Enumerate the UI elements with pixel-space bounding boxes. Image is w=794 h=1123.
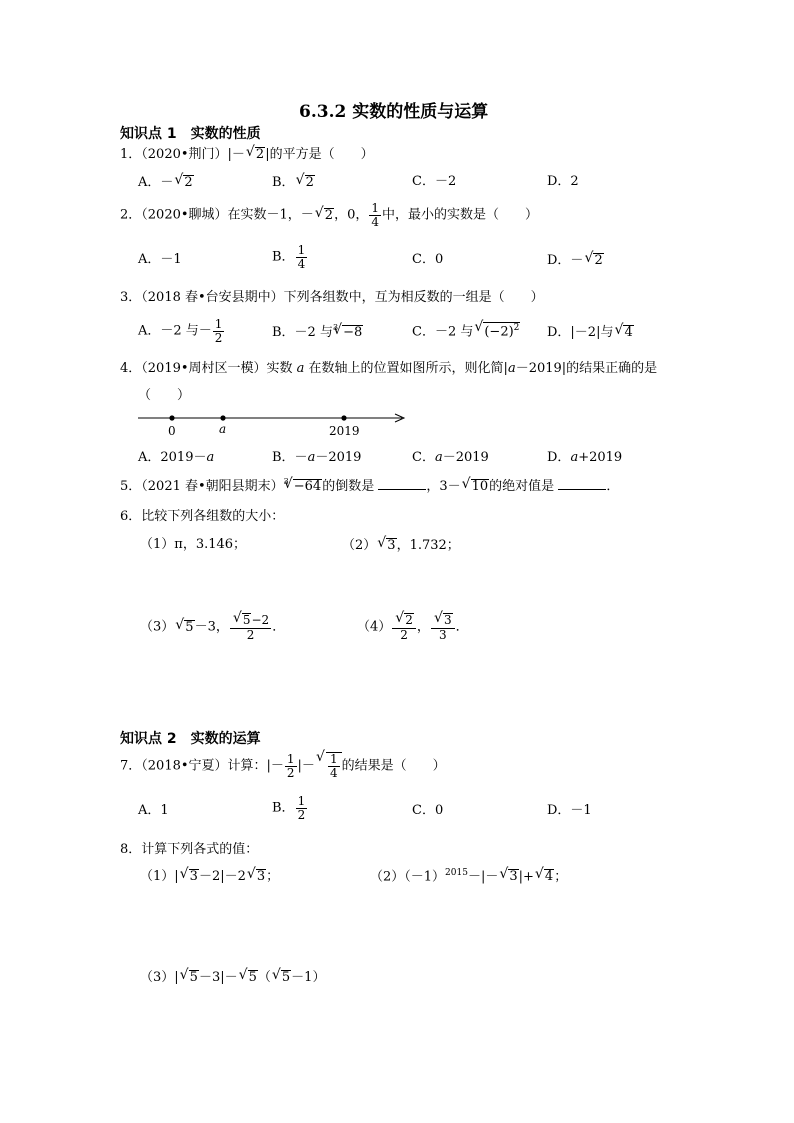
q2-option-b[interactable]: B． $\frac{1}{4}$ bbox=[272, 243, 306, 271]
q3-option-b[interactable]: B．－2 与$^3$√ −8 bbox=[272, 325, 363, 341]
point-zero bbox=[169, 415, 174, 420]
q8-part-2: $(2)(-1)^{2015}-|-√$ 3|+√ 4； bbox=[370, 869, 567, 885]
answer-blank-1[interactable] bbox=[378, 479, 426, 490]
question-2: 2．（2020•聊城）在实数－1，－√ 2，0， $\frac{1}{4}$ 中，最小的实数是（ ） bbox=[120, 202, 538, 228]
axis-label-2019: 2019 bbox=[329, 424, 360, 438]
q1-option-a[interactable]: A．－√ 2 bbox=[138, 175, 194, 191]
q1-option-b[interactable]: B．√ 2 bbox=[272, 175, 315, 191]
q7-option-a[interactable]: A．1 bbox=[138, 803, 169, 818]
section-heading-2: 知识点 2 实数的运算 bbox=[120, 731, 261, 747]
point-2019 bbox=[341, 415, 346, 420]
q6-part-1: （1）π，3.146； bbox=[140, 537, 247, 552]
question-6: 6．比较下列各组数的大小： bbox=[120, 509, 285, 524]
question-1: 1．（2020•荆门）|－√ 2|的平方是（ ） bbox=[120, 147, 374, 163]
axis-label-zero: 0 bbox=[168, 424, 176, 438]
q7-option-b[interactable]: B． $\frac{1}{2}$ bbox=[272, 794, 306, 822]
q4-option-a[interactable]: A．2019－a bbox=[138, 450, 215, 465]
question-5: 5．（2021 春•朝阳县期末）$^3$√ −64的倒数是 ，3－√ 10的绝对值是 ． bbox=[120, 479, 619, 495]
q6-part-4: （4） √ $\frac{2}{2}$ ， √ $\frac{3}{3}$ ． bbox=[357, 613, 469, 641]
question-4-bracket: （ ） bbox=[138, 388, 191, 403]
q7-option-c[interactable]: C．0 bbox=[412, 803, 444, 818]
question-3: 3．（2018 春•台安县期中）下列各组数中，互为相反数的一组是（ ） bbox=[120, 290, 544, 305]
axis-label-a: a bbox=[219, 422, 227, 436]
point-a bbox=[220, 415, 225, 420]
q4-option-d[interactable]: D．a+2019 bbox=[547, 450, 623, 465]
answer-blank-2[interactable] bbox=[558, 479, 606, 490]
question-8: 8．计算下列各式的值： bbox=[120, 842, 259, 857]
q2-option-c[interactable]: C．0 bbox=[412, 252, 444, 267]
q8-part-1: （1）|√ 3－2|－2√ 3； bbox=[140, 869, 279, 885]
question-4: 4．（2019•周村区一模）实数 a 在数轴上的位置如图所示，则化简|a－2019|的结果正确的是 bbox=[120, 361, 658, 376]
q3-option-c[interactable]: C．－2 与√ $(-2)^2$ bbox=[412, 322, 520, 340]
page-title: 6.3.2 实数的性质与运算 bbox=[299, 102, 489, 122]
q7-option-d[interactable]: D．－1 bbox=[547, 803, 592, 818]
q2-option-a[interactable]: A．－1 bbox=[138, 252, 182, 267]
q2-option-d[interactable]: D．－√ 2 bbox=[547, 253, 604, 269]
section-heading-1: 知识点 1 实数的性质 bbox=[120, 126, 261, 142]
q1-option-c[interactable]: C．－2 bbox=[412, 174, 457, 189]
q6-part-2: （2）√ 3，1.732； bbox=[342, 538, 460, 554]
q3-option-d[interactable]: D．|－2|与√ 4 bbox=[547, 325, 634, 341]
q6-part-3: （3）√ 5－3， √ $\frac{5-2}{2}$ ． bbox=[140, 613, 285, 641]
question-7: 7．（2018•宁夏）计算：|－ $\frac{1}{2}$ |－ √ $\frac{1}{4}$ 的结果是（ ） bbox=[120, 752, 446, 779]
q4-option-c[interactable]: C．a－2019 bbox=[412, 450, 489, 465]
q1-option-d[interactable]: D．2 bbox=[547, 174, 579, 189]
q3-option-a[interactable]: A．－2 与－ $\frac{1}{2}$ bbox=[138, 317, 223, 345]
number-line bbox=[134, 408, 414, 448]
q8-part-3: （3）|√ 5－3|－√ 5（√ 5－1） bbox=[140, 970, 325, 986]
q4-option-b[interactable]: B．－a－2019 bbox=[272, 450, 362, 465]
